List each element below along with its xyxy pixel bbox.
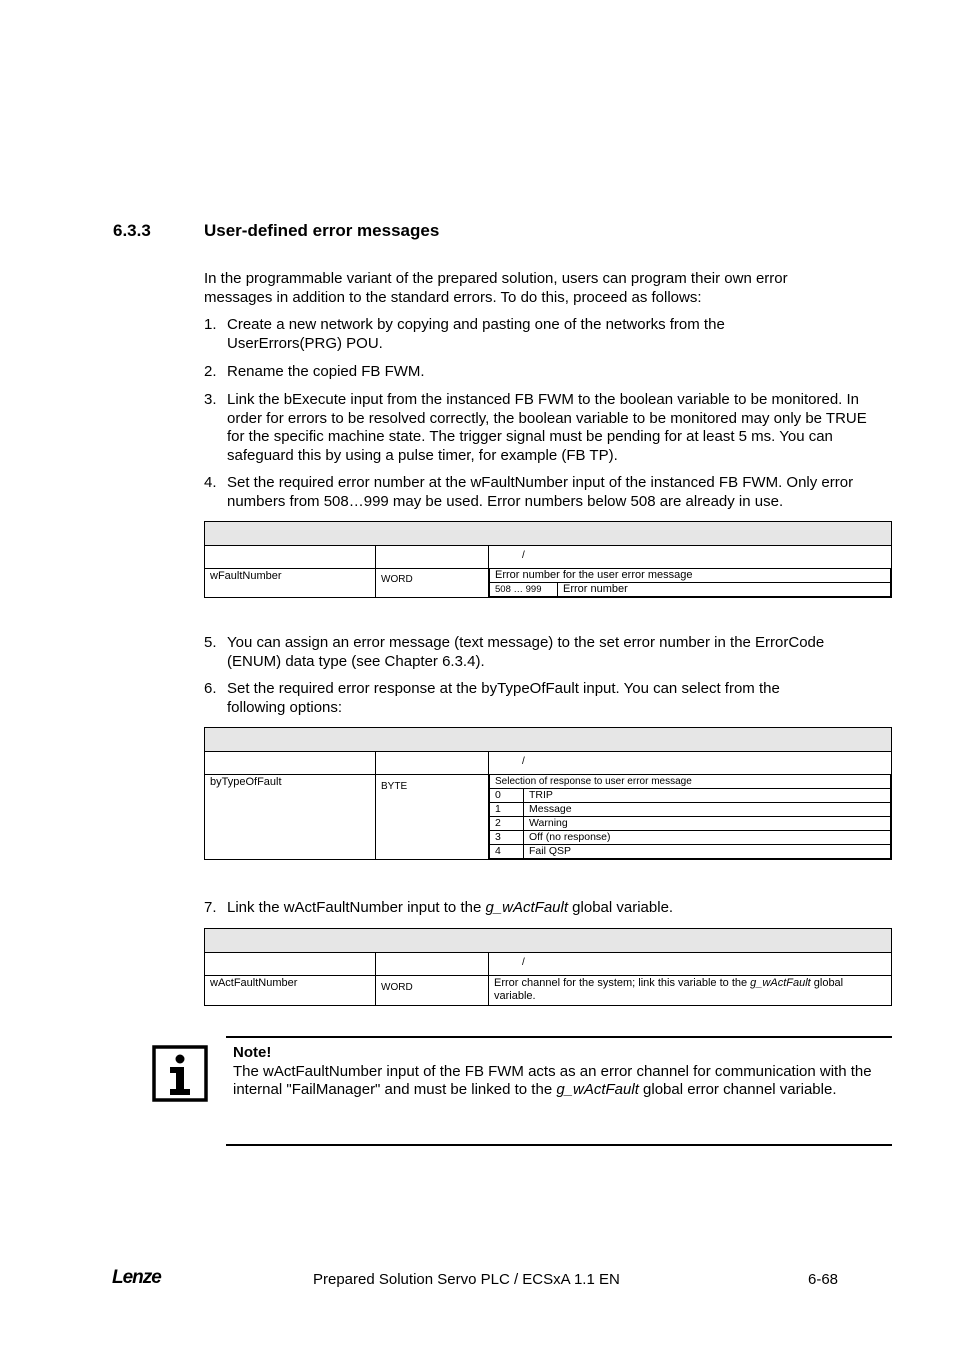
step-text: Create a new network by copying and pasting one of the networks from the UserErrors(PRG) POU. bbox=[227, 316, 725, 352]
value-cell: 0 bbox=[490, 789, 524, 803]
note-top-rule bbox=[226, 1036, 892, 1038]
meaning-cell: TRIP bbox=[524, 789, 891, 803]
table-subheader-slash: / bbox=[489, 546, 892, 569]
meaning-cell: Fail QSP bbox=[524, 845, 891, 859]
variable-name: byTypeOfFault bbox=[205, 775, 376, 860]
step-text: Set the required error number at the wFaultNumber input of the instanced FB FWM. Only error numbers from 508…999 may be used. Error numbers below 508 are already in use. bbox=[227, 474, 854, 510]
value-cell: 3 bbox=[490, 831, 524, 845]
meaning-cell: Error number bbox=[558, 583, 891, 597]
step-text: Link the bExecute input from the instanced FB FWM to the boolean variable to be monitored. In order for errors to be resolved correctly, the boolean variable to be monitored may only be TRUE for the specific machine state. The trigger signal must be pending for at least 5 ms. You can safeguard this by using a pulse timer, for example (FB TP). bbox=[227, 391, 867, 464]
section-title: User-defined error messages bbox=[204, 221, 440, 240]
step-number: 2. bbox=[204, 363, 217, 380]
note-content bbox=[233, 1044, 883, 1100]
note-title: Note! bbox=[233, 1044, 272, 1061]
variable-name: wFaultNumber bbox=[205, 569, 376, 598]
variable-type: BYTE bbox=[376, 775, 489, 860]
variable-table-bytypeoffault bbox=[204, 727, 892, 860]
step-number: 1. bbox=[204, 316, 217, 333]
step-number: 5. bbox=[204, 634, 217, 651]
value-cell: 4 bbox=[490, 845, 524, 859]
step-number: 3. bbox=[204, 391, 217, 408]
variable-type: WORD bbox=[376, 569, 489, 598]
variable-name: wActFaultNumber bbox=[205, 976, 376, 1006]
intro-paragraph: In the programmable variant of the prepared solution, users can program their own error messages in addition to the standard errors. To do this, proceed as follows: bbox=[204, 270, 788, 306]
variable-description: Error number for the user error message bbox=[490, 569, 891, 583]
table-subheader-slash: / bbox=[489, 752, 892, 775]
note-bottom-rule bbox=[226, 1144, 892, 1146]
value-cell: 508 … 999 bbox=[490, 583, 558, 597]
variable-table-wfaultnumber bbox=[204, 521, 892, 598]
step-text: Set the required error response at the byTypeOfFault input. You can select from the following options: bbox=[227, 680, 780, 716]
info-icon bbox=[152, 1045, 208, 1102]
table-subheader-cell bbox=[205, 546, 376, 569]
variable-description: Error channel for the system; link this variable to the g_wActFault global variable. bbox=[489, 976, 892, 1006]
table-subheader-cell bbox=[376, 752, 489, 775]
step-number: 4. bbox=[204, 474, 217, 491]
table-subheader-cell bbox=[376, 953, 489, 976]
step-number: 6. bbox=[204, 680, 217, 697]
variable-description: Selection of response to user error message bbox=[490, 775, 891, 789]
brand-logo: Lenze bbox=[112, 1267, 161, 1288]
value-cell: 2 bbox=[490, 817, 524, 831]
table-subheader-cell bbox=[205, 953, 376, 976]
page-number: 6-68 bbox=[808, 1271, 839, 1288]
table-subheader-cell bbox=[376, 546, 489, 569]
footer-title: Prepared Solution Servo PLC / ECSxA 1.1 EN bbox=[313, 1271, 620, 1288]
meaning-cell: Warning bbox=[524, 817, 891, 831]
step-text: Link the wActFaultNumber input to the g_wActFault global variable. bbox=[227, 899, 674, 916]
table-header bbox=[205, 728, 892, 752]
meaning-cell: Message bbox=[524, 803, 891, 817]
step-text: You can assign an error message (text message) to the set error number in the ErrorCode (ENUM) data type (see Chapter 6.3.4). bbox=[227, 634, 825, 670]
section-number: 6.3.3 bbox=[113, 221, 151, 240]
step-text: Rename the copied FB FWM. bbox=[227, 363, 425, 380]
note-body: The wActFaultNumber input of the FB FWM acts as an error channel for communication with the internal "FailManager" and must be linked to the g_wActFault global error channel variable. bbox=[233, 1062, 872, 1098]
table-subheader-slash: / bbox=[489, 953, 892, 976]
table-header bbox=[205, 929, 892, 953]
variable-table-wactfaultnumber bbox=[204, 928, 892, 1006]
step-number: 7. bbox=[204, 899, 217, 916]
value-cell: 1 bbox=[490, 803, 524, 817]
meaning-cell: Off (no response) bbox=[524, 831, 891, 845]
table-header bbox=[205, 522, 892, 546]
variable-type: WORD bbox=[376, 976, 489, 1006]
table-subheader-cell bbox=[205, 752, 376, 775]
